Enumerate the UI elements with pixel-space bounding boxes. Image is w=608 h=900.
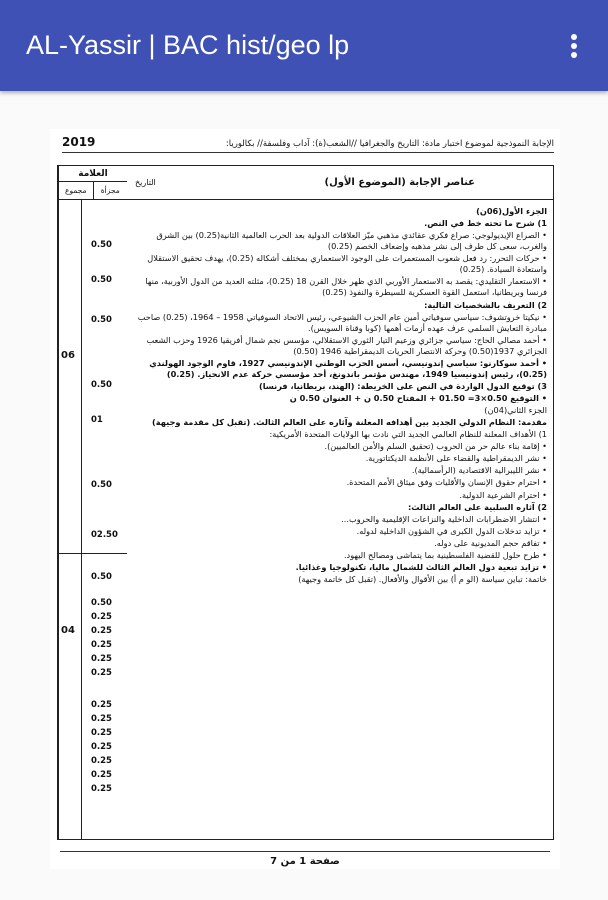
page-header	[62, 129, 554, 153]
mark-partial: 01	[91, 415, 103, 425]
header-text: الإجابة النموذجية لموضوع اختبار مادة: التاريخ والجغرافيا //الشعب(ة): آداب وفلسفة// بكالوريا:	[225, 139, 554, 149]
page-footer: صفحة 1 من 7	[60, 851, 550, 867]
answer-line: • إقامة بناء عالم حر من الحروب (تحقيق السلم والأمن العالميين).	[324, 441, 547, 452]
mark-partial: 0.25	[91, 756, 112, 766]
answer-line: خاتمة: تباين سياسة (الو م أ) بين الأقوال والأفعال. (تقبل كل خاتمة وجيهة)	[298, 573, 547, 584]
content-header	[127, 166, 553, 200]
exam-answer-page	[50, 129, 560, 869]
mark-partial: 0.25	[91, 742, 112, 752]
answer-line: • تزايد تبعية دول العالم الثالث للشمال ماليا، تكنولوجيا وغذائيا.	[295, 561, 547, 572]
mark-partial: 0.50	[91, 598, 112, 608]
answer-line: • طرح حلول للقضية الفلسطينية بما يتماشى ومصالح اليهود.	[343, 549, 547, 560]
answer-line: • أحمد سوكارنو: سياسي إندونيسي، أسس الحزب الوطني الإندونيسي 1927، قاوم الوجود الهولندي (0.25)، رئيس إندونيسيا 1949، مهندس مؤتمر باندونغ، أحد مؤسسي حركة عدم الانحياز. (0.25)	[149, 357, 547, 379]
answer-line: • التوقيع 0.50×3= 01.50 + المفتاح 0.50 ن + العنوان 0.50 ن	[289, 393, 547, 403]
mark-partial: 0.50	[91, 572, 112, 582]
mark-partial: 02.50	[91, 530, 118, 540]
answer-line: • الصراع الإيديولوجي: صراع فكري عقائدي مذهبي ميّز العلاقات الدولية بعد الحرب العالمية الثانية(0.25) بين الشرق والغرب، سعى كل طرف إلى نشر مذهبه وإضعاف الخصم (0.25)	[156, 230, 547, 252]
mark-partial: 0.25	[91, 626, 112, 636]
mark-partial: 0.25	[91, 640, 112, 650]
mark-partial: 0.25	[91, 728, 112, 738]
mark-partial: 0.25	[91, 668, 112, 678]
mark-total-label: مجموع	[59, 182, 94, 199]
document-viewer[interactable]	[0, 91, 608, 900]
more-vert-icon[interactable]	[564, 31, 584, 61]
mark-partial: 0.50	[91, 275, 112, 285]
mark-partial: 0.25	[91, 784, 112, 794]
answer-line: 1) الأهداف المعلنة للنظام العالمي الجديد التي نادت بها الولايات المتحدة الأمريكية:	[269, 429, 547, 440]
header-year: 2019	[62, 135, 96, 149]
mark-partial: 0.50	[91, 315, 112, 325]
mark-partial: 0.50	[91, 480, 112, 490]
answer-line: 2) آثاره السلبية على العالم الثالث:	[407, 501, 547, 512]
answer-line: • تفاقم حجم المديونية على دوله.	[434, 537, 547, 548]
answer-line: • انتشار الاضطرابات الداخلية والنزاعات الإقليمية والحروب...	[341, 513, 547, 524]
answer-line: • احترام حقوق الإنسان والأقليات وفق ميثاق الأمم المتحدة.	[346, 477, 547, 488]
answer-line: 2) التعريف بالشخصيات التالية:	[424, 299, 547, 310]
mark-partial: 0.25	[91, 700, 112, 710]
answer-line: • نشر الليبرالية الاقتصادية (الرأسمالية).	[411, 465, 547, 476]
answer-line: 3) توقيع الدول الواردة في النص على الخريطة: (الهند، بريطانيا، فرنسا)	[258, 380, 547, 391]
answer-line: الجزء الأول(06ن)	[476, 206, 547, 216]
mark-total: 04	[61, 625, 75, 636]
answer-line: • نيكيتا خروتشوف: سياسي سوفياتي أمين عام الحزب الشيوعي، رئيس الاتحاد السوفياتي 1958 – 1964، (0.25) صاحب مبادرة التعايش السلمي عرف عهده أزمات أهمها (كوبا وقناة السويس).	[137, 311, 547, 333]
answer-line: • تزايد تدخلات الدول الكبرى في الشؤون الداخلية لدوله.	[356, 525, 547, 536]
answer-line: مقدمة: النظام الدولي الجديد بين أهدافه المعلنة وآثاره على العالم الثالث. (تقبل كل مقدمة وجيهة)	[152, 417, 547, 428]
answer-line: • احترام الشرعية الدولية.	[459, 489, 547, 500]
answer-line: • نشر الديمقراطية والقضاء على الأنظمة الديكتاتورية.	[365, 453, 547, 464]
mark-column	[58, 166, 127, 839]
mark-partial: 0.50	[91, 240, 112, 250]
content-title: عناصر الإجابة (الموضوع الأول)	[324, 177, 475, 188]
mark-partial: 0.25	[91, 770, 112, 780]
app-title: AL-Yassir | BAC hist/geo lp	[26, 30, 350, 60]
answer-line: • حركات التحرر: رد فعل شعوب المستعمرات على الوجود الاستعماري بمختلف أشكاله (0.25)، يهدف تحقيق الاستقلال واستعادة السيادة. (0.25)	[147, 253, 547, 275]
mark-total: 06	[61, 350, 75, 361]
app-bar	[0, 0, 608, 91]
mark-title: العلامة	[59, 166, 127, 182]
mark-partial-label: مجزأة	[100, 186, 120, 195]
answer-line: • أحمد مصالي الحاج: سياسي جزائري وزعيم التيار الثوري الاستقلالي، مؤسس نجم شمال أفريقيا 1926 وحزب الشعب الجزائري 1937(0.50) وحركة الانتصار الحريات الديمقراطية 1946 (0.50)	[146, 334, 547, 356]
content-column	[127, 166, 553, 839]
mark-partial: 0.25	[91, 714, 112, 724]
answer-line: الجزء الثاني(04ن)	[484, 405, 547, 416]
answer-line: 1) شرح ما تحته خط في النص.	[424, 218, 547, 229]
answer-lines	[133, 206, 547, 586]
answer-line: • الاستعمار التقليدي: يقصد به الاستعمار الأوربي الذي ظهر خلال القرن 18 (0.25)، مثلته العديد من الدول الأوربية، منها فرنسا وبريطانيا، استعمل القوة العسكرية للسيطرة والنفوذ (0.25)	[145, 276, 547, 298]
mark-partial: 0.50	[91, 380, 112, 390]
mark-values	[59, 200, 127, 839]
mark-partial: 0.25	[91, 612, 112, 622]
answer-table	[57, 165, 554, 840]
mark-header	[59, 166, 127, 200]
history-label: التاريخ	[135, 178, 156, 187]
mark-partial: 0.25	[91, 654, 112, 664]
